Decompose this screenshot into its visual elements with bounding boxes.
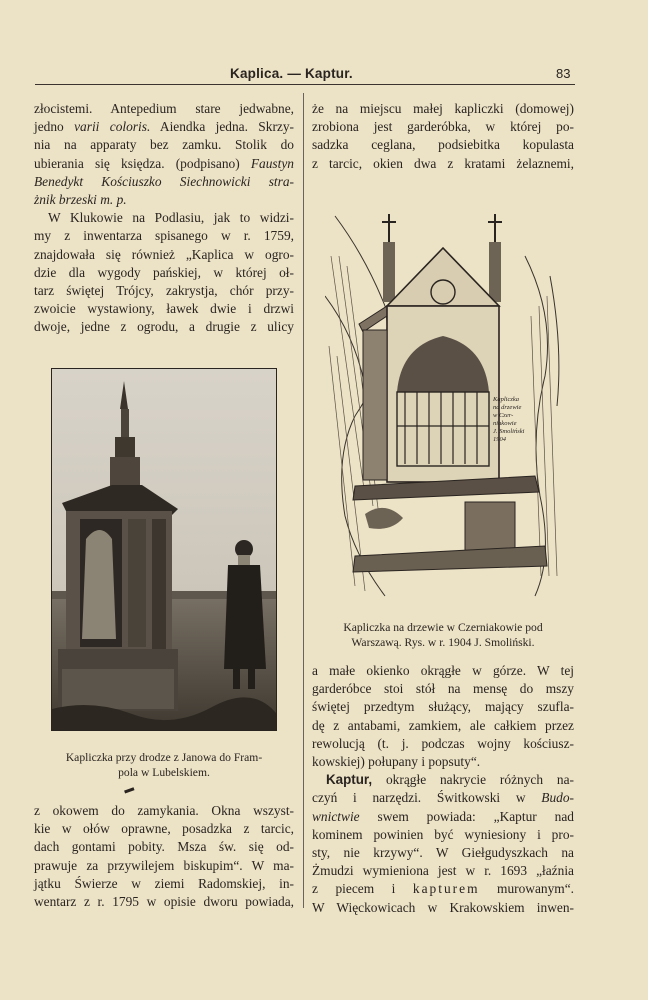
text-line: sty, nie krzywy“. W Giełgudyszkach na: [312, 845, 574, 861]
ink-mark: ▬: [122, 782, 136, 797]
caption-line: Kapliczka na drzewie w Czerniakowie pod: [343, 621, 543, 634]
signature-line: niakowie: [493, 420, 517, 427]
text-line: garderóbce stoi stół na mensę do mszy: [312, 681, 574, 697]
caption-line: Kapliczka przy drodze z Janowa do Fram-: [65, 751, 263, 764]
text-line: dzie dla wygody pańskiej, w której oł-: [34, 264, 294, 280]
caption-line: Warszawą. Rys. w r. 1904 J. Smoliński.: [351, 636, 535, 649]
right-column-top-text: [312, 100, 574, 173]
entry-term-kaptur: Kaptur,: [326, 772, 373, 788]
text-line: W Klukowie na Podlasiu, jak to widzi-: [48, 210, 294, 226]
text-line: Żmudzi wymieniona jest w r. 1693 „łaźnia: [312, 863, 574, 879]
text-line: Kaptur, okrągłe nakrycie różnych na-: [326, 772, 574, 788]
left-photo-caption: [34, 750, 294, 780]
text-line: sadzka ceglana, podsiebitka kopulasta: [312, 137, 574, 153]
text-line: dę z antabami, zamkiem, ale całkiem przez: [312, 717, 574, 733]
tree-shrine-drawing: [325, 196, 565, 606]
text-line: kowskiej) połupany i popsuty“.: [312, 754, 481, 770]
text-line: żnik brzeski m. p.: [34, 192, 127, 208]
text-line: W Więckowicach w Krakowskiem inwen-: [312, 899, 574, 915]
text-line: dwoje, jedne z ogrodu, a drugie z ulicy: [34, 319, 294, 335]
text-line: wentarz z r. 1795 w opisie dworu powiada,: [34, 894, 294, 910]
header-rule: [35, 84, 575, 85]
photo-illustration: [52, 369, 276, 730]
text-line: kie w ołów oprawne, posadzka z tarcic,: [34, 821, 294, 837]
caption-line: pola w Lubelskiem.: [118, 766, 210, 779]
artist-signature: [493, 396, 563, 444]
text-line: tarz świętej Trójcy, zakrystja, chór przy-: [34, 283, 294, 299]
signature-line: 1904: [493, 436, 506, 443]
text-line: złocistemi. Antepedium stare jedwabne,: [34, 101, 294, 116]
text-line: zrobiona jest garderóbka, w której po-: [312, 119, 574, 135]
text-line: że na miejscu małej kapliczki (domowej): [312, 101, 574, 116]
text-line: z okowem do zamykania. Okna wszyst-: [34, 803, 294, 818]
column-divider: [303, 93, 304, 908]
text-line: z tarcic, okien dwa z kratami żelaznemi,: [312, 155, 574, 171]
left-column-top-text: [34, 100, 294, 337]
text-line: nia na apparaty bez zamku. Stolik do: [34, 137, 294, 153]
text-line: wnictwie swem powiada: „Kaptur nad: [312, 808, 574, 824]
right-column-bottom-text: [312, 662, 574, 917]
running-header: Kaplica. — Kaptur.: [230, 66, 353, 81]
text-line: kominem powinien być wyniesiony i pro-: [312, 826, 574, 842]
page-number: 83: [556, 66, 571, 81]
signature-line: J. Smoliński: [493, 428, 525, 435]
text-line: my z inwentarza spisanego w r. 1759,: [34, 228, 294, 244]
text-line: znajdowała się również „Kaplica w ogro-: [34, 246, 294, 262]
signature-line: na drzewie: [493, 404, 522, 411]
text-line: rewolucją (t. j. podczas wojny kościusz-: [312, 735, 574, 751]
signature-line: Kapliczka: [493, 396, 519, 403]
text-line: a małe okienko okrągłe w górze. W tej: [312, 663, 574, 678]
text-line: z piecem i kapturem murowanym“.: [312, 881, 575, 897]
text-line: zwoicie wystawiony, ławek dwie i drzwi: [34, 301, 294, 317]
signature-line: w Czer-: [493, 412, 514, 419]
text-line: Benedykt Kościuszko Siechnowicki stra-: [34, 173, 294, 189]
text-line: ubierania się księdza. (podpisano) Faustyn: [34, 155, 294, 171]
text-line: świętej przedtym służący, mający szufla-: [312, 699, 574, 715]
text-line: jedno varii coloris. Aiendka jedna. Skrzy-: [34, 119, 294, 135]
text-line: czyń i narzędzi. Świtkowski w Budo-: [312, 790, 574, 806]
text-line: prawuje za przywilejem biskupim“. W ma-: [34, 857, 294, 873]
right-drawing-caption: [310, 620, 576, 650]
text-line: jątku Świerze w ziemi Radomskiej, in-: [34, 875, 294, 891]
text-line: dach gontami pobity. Msza św. się od-: [34, 839, 294, 855]
roadside-shrine-photo: [51, 368, 277, 731]
left-column-bottom-text: [34, 802, 294, 911]
